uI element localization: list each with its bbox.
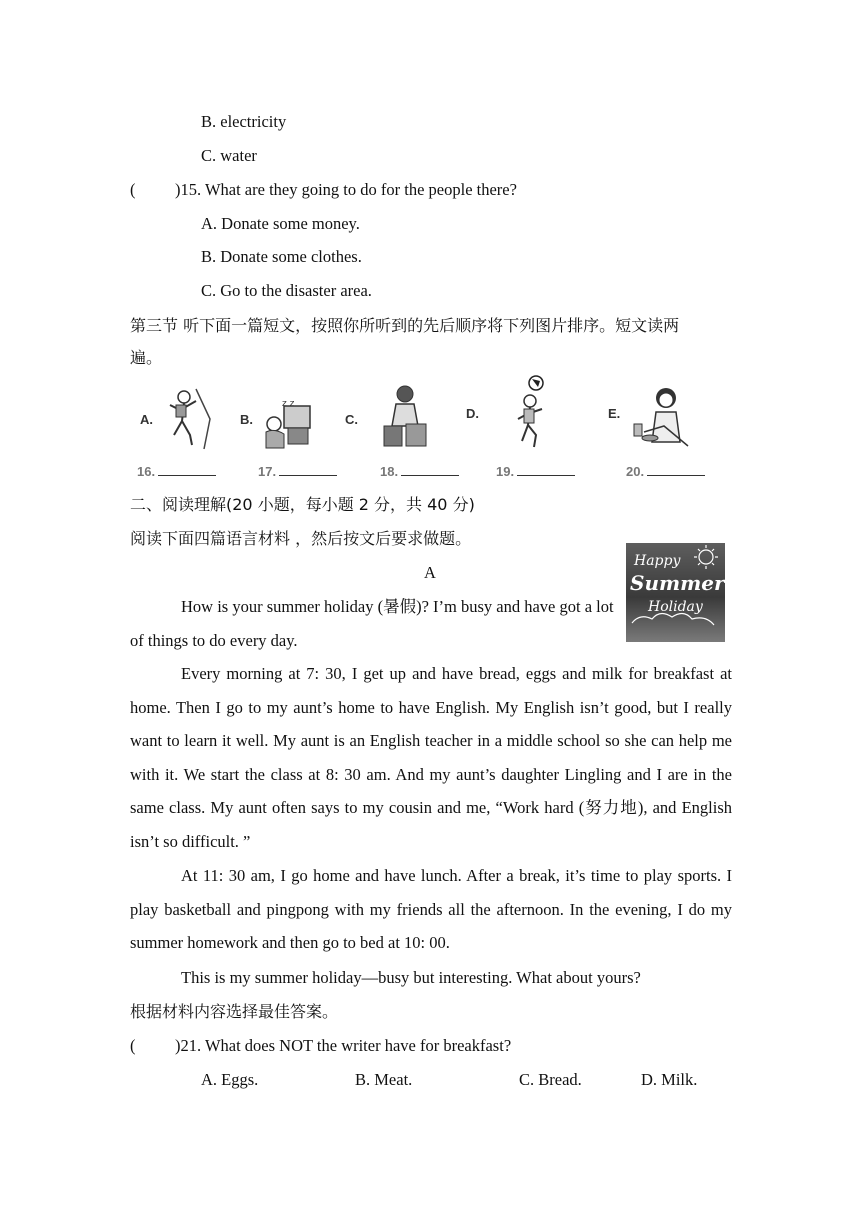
q21-option-a: A. Eggs. bbox=[201, 1070, 259, 1089]
q21-option-b: B. Meat. bbox=[355, 1070, 413, 1089]
q21-option-c: C. Bread. bbox=[519, 1070, 582, 1089]
soccer-icon bbox=[510, 375, 550, 451]
q15-option-c: C. Go to the disaster area. bbox=[201, 281, 372, 300]
q14-option-b: B. electricity bbox=[201, 112, 287, 131]
picture-label-d: D. bbox=[466, 406, 479, 421]
q15-stem: )15. What are they going to do for the people there? bbox=[175, 180, 517, 199]
passage-label: A bbox=[424, 563, 436, 582]
q14-option-c: C. water bbox=[201, 146, 257, 165]
answer-line bbox=[158, 474, 216, 476]
answer-line bbox=[401, 474, 459, 476]
passage-paragraph-3: At 11: 30 am, I go home and have lunch. After a break, it’s time to play sports. I play basketball and pingpong with my friends all the afternoon. In the evening, I do my summer homework and then go to bed at 10: 00. bbox=[130, 866, 732, 953]
blank-20-label: 20. bbox=[626, 464, 645, 479]
passage-paragraph-1: How is your summer holiday (暑假)? I’m busy and have got a lot of things to do every day. bbox=[130, 597, 614, 650]
blank-16-label: 16. bbox=[137, 464, 156, 479]
passage-paragraph-2: Every morning at 7: 30, I get up and have bread, eggs and milk for breakfast at home. Then I go to my aunt’s home to have English. My English isn’t good, but I really want to learn it well. My aunt is an English teacher in a middle school so she can help me with it. We start the class at 8: 30 am. And my aunt’s daughter Lingling and I are in the same class. My aunt often says to my cousin and me, “Work hard (努力地), and English isn’t so difficult. ” bbox=[130, 664, 732, 851]
part2-instruction: 阅读下面四篇语言材料 ，然后按文后要求做题。 bbox=[130, 529, 472, 548]
choose-instruction: 根据材料内容选择最佳答案。 bbox=[130, 1002, 339, 1021]
q21-stem: )21. What does NOT the writer have for breakfast? bbox=[175, 1036, 512, 1055]
computer-sleeping-icon bbox=[258, 398, 316, 452]
q15-answer-paren: ( bbox=[130, 180, 136, 199]
image-text-summer: Summer bbox=[630, 571, 725, 595]
section3-instruction-line2: 遍。 bbox=[130, 348, 163, 367]
q21-answer-paren: ( bbox=[130, 1036, 136, 1055]
answer-line bbox=[647, 474, 705, 476]
blank-17-label: 17. bbox=[258, 464, 277, 479]
section3-instruction-line1: 第三节 听下面一篇短文，按照你所听到的先后顺序将下列图片排序。短文读两 bbox=[130, 316, 680, 335]
cooking-icon bbox=[630, 382, 692, 452]
shopping-icon bbox=[380, 382, 430, 452]
passage-paragraph-4: This is my summer holiday—busy but interesting. What about yours? bbox=[181, 968, 641, 987]
picture-label-a: A. bbox=[140, 412, 153, 427]
blank-17 bbox=[258, 464, 337, 479]
q15-option-a: A. Donate some money. bbox=[201, 214, 360, 233]
blank-16 bbox=[137, 464, 216, 479]
blank-20 bbox=[626, 464, 705, 479]
blank-19 bbox=[496, 464, 575, 479]
part2-heading: 二、阅读理解(20 小题，每小题 2 分，共 40 分) bbox=[130, 495, 475, 514]
image-text-holiday: Holiday bbox=[648, 599, 703, 615]
blank-18-label: 18. bbox=[380, 464, 399, 479]
climbing-icon bbox=[160, 385, 216, 451]
answer-line bbox=[517, 474, 575, 476]
picture-label-b: B. bbox=[240, 412, 253, 427]
q15-option-b: B. Donate some clothes. bbox=[201, 247, 362, 266]
q21-option-d: D. Milk. bbox=[641, 1070, 698, 1089]
picture-label-e: E. bbox=[608, 406, 621, 421]
blank-18 bbox=[380, 464, 459, 479]
summer-holiday-image bbox=[626, 543, 725, 642]
svg-text:z z: z z bbox=[282, 399, 295, 409]
answer-line bbox=[279, 474, 337, 476]
image-text-happy: Happy bbox=[634, 553, 681, 569]
picture-label-c: C. bbox=[345, 412, 358, 427]
blank-19-label: 19. bbox=[496, 464, 515, 479]
